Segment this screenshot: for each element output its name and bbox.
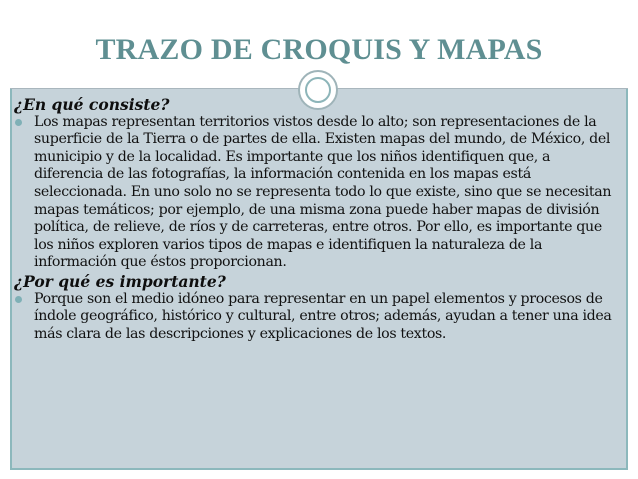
bullet-item-importante — [14, 291, 612, 344]
bullet-icon — [15, 296, 22, 303]
section-heading-consiste: ¿En qué consiste? — [14, 95, 170, 114]
bullet-text-consiste: Los mapas representan territorios vistos desde lo alto; son representaciones de la superficie de la Tierra o de partes de ella. Existen mapas del mundo, de México, del municipio y de la localidad. Es importante que los niños identifiquen que, a diferencia de las fotografías, la información contenida en los mapas está seleccionada. En uno solo no se representa todo lo que existe, sino que se necesitan mapas temáticos; por ejemplo, de una misma zona puede haber mapas de división política, de relieve, de ríos y de carreteras, entre otros. Por ello, es importante que los niños exploren varios tipos de mapas e identifiquen la naturaleza de la información que éstos proporcionan. — [34, 113, 612, 271]
bullet-icon — [15, 119, 22, 126]
bullet-item-consiste — [14, 114, 612, 272]
slide-title: TRAZO DE CROQUIS Y MAPAS — [95, 33, 543, 66]
slide-body — [14, 96, 612, 343]
section-heading-importante: ¿Por qué es importante? — [14, 271, 226, 291]
bullet-text-importante: Porque son el medio idóneo para representar en un papel elementos y procesos de índole geográfico, histórico y cultural, entre otros; además, ayudan a tener una idea más clara de las descripciones y explicaciones de los textos. — [34, 290, 612, 342]
